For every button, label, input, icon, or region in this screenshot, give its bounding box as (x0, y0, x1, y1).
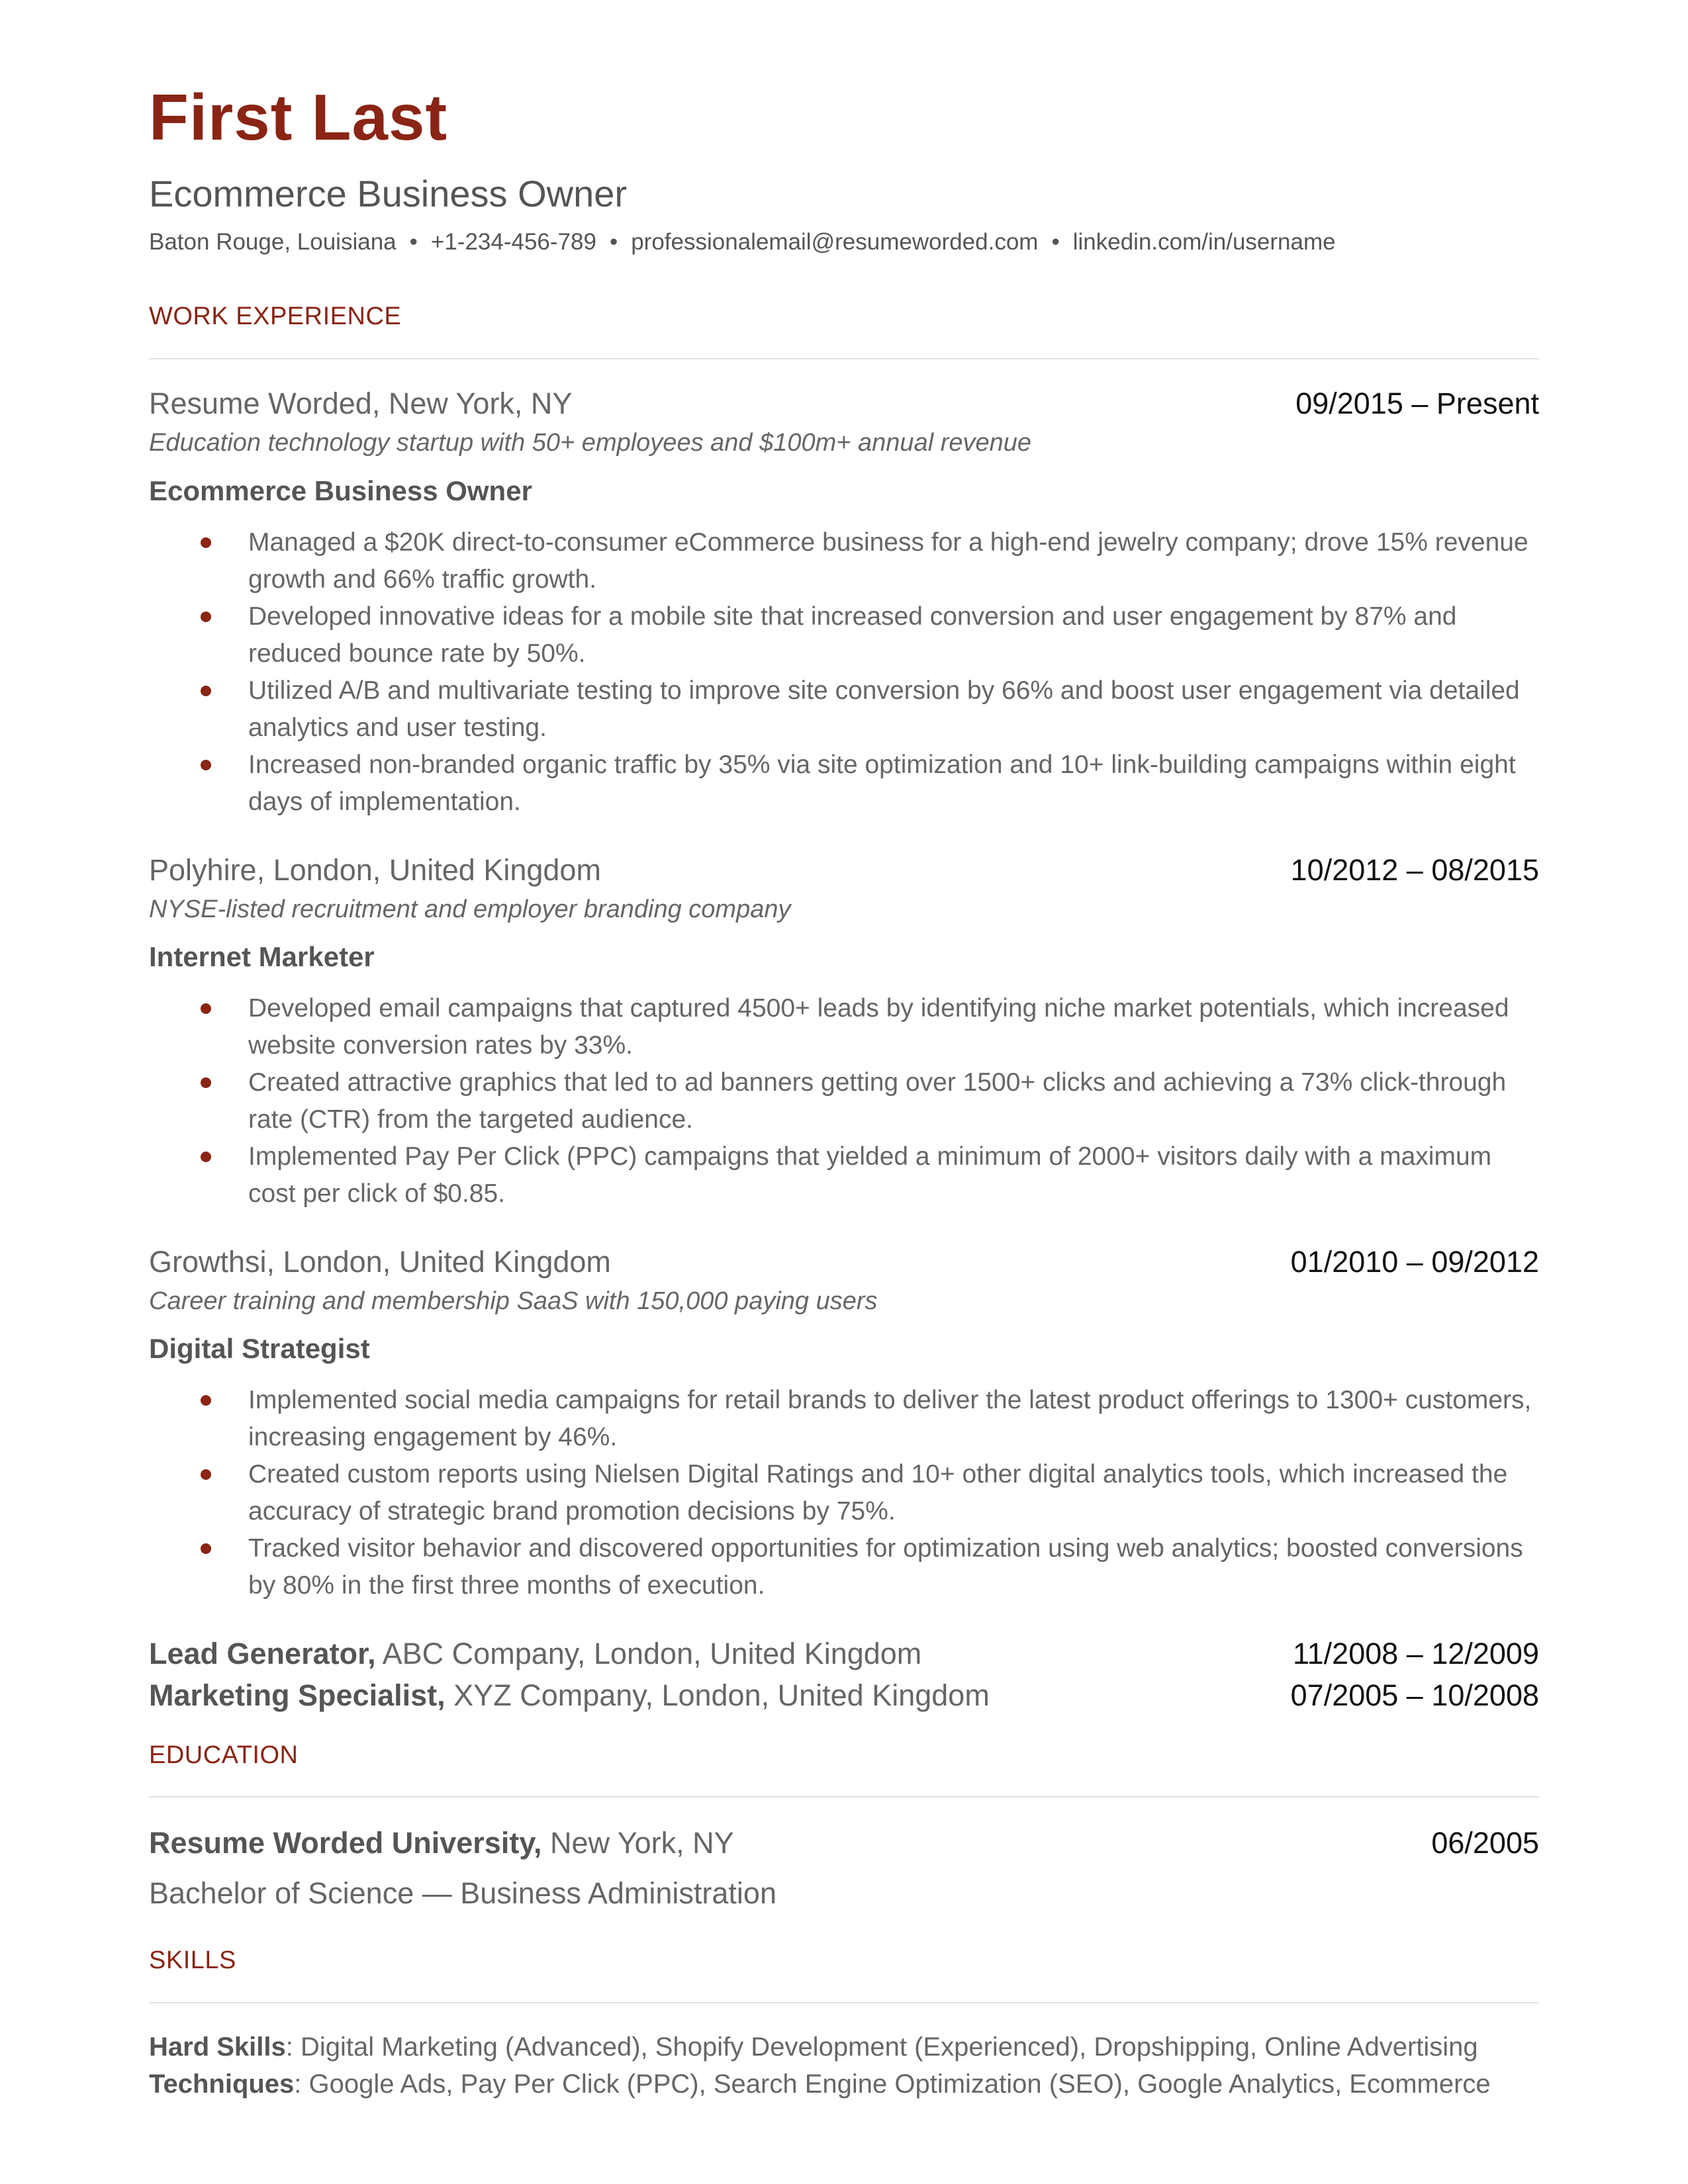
section-divider (149, 1796, 1539, 1797)
contact-email[interactable]: professionalemail@resumeworded.com (631, 229, 1039, 255)
list-item (149, 747, 1539, 821)
bullet-dot-icon (201, 1395, 211, 1406)
job-dates: 10/2012 – 08/2015 (1290, 853, 1539, 887)
bullet-dot-icon (201, 1152, 211, 1162)
bullet-text: Managed a $20K direct-to-consumer eCommerce business for a high-end jewelry company; drove 15% revenue growth and 66% traffic growth. (248, 528, 1528, 594)
contact-phone: +1-234-456-789 (430, 229, 596, 255)
short-job-title (149, 1636, 921, 1672)
education-date: 06/2005 (1431, 1826, 1539, 1860)
education-header (149, 1825, 1539, 1861)
bullet-dot-icon (201, 612, 211, 622)
bullet-dot-icon (201, 686, 211, 696)
contact-separator: • (609, 229, 618, 255)
bullet-dot-icon (201, 1543, 211, 1554)
skills-hard-values: : Digital Marketing (Advanced), Shopify Development (Experienced), Dropshipping, Online Advertising (285, 2032, 1478, 2062)
short-job-row (149, 1678, 1539, 1713)
job-bullets (149, 524, 1539, 821)
job-company: Growthsi, London, United Kingdom (149, 1245, 611, 1279)
bullet-text: Implemented Pay Per Click (PPC) campaigns that yielded a minimum of 2000+ visitors daily with a maximum cost per click of $0.85. (248, 1142, 1492, 1208)
bullet-dot-icon (201, 537, 211, 548)
candidate-title: Ecommerce Business Owner (149, 173, 628, 214)
contact-line (149, 230, 1336, 253)
section-divider (149, 2002, 1539, 2003)
bullet-text: Developed innovative ideas for a mobile site that increased conversion and user engagement by 87% and reduced bounce rate by 50%. (248, 602, 1457, 668)
company-description: Career training and membership SaaS with 150,000 paying users (149, 1287, 878, 1315)
short-job-dates: 11/2008 – 12/2009 (1292, 1637, 1539, 1670)
bullet-dot-icon (201, 760, 211, 770)
skills-hard (149, 2034, 1478, 2060)
education-school-line (149, 1825, 734, 1861)
job-bullets (149, 990, 1539, 1212)
job-company: Polyhire, London, United Kingdom (149, 853, 601, 887)
contact-separator: • (409, 229, 418, 255)
company-description: NYSE-listed recruitment and employer branding company (149, 895, 791, 923)
bullet-text: Created custom reports using Nielsen Digital Ratings and 10+ other digital analytics tools, which increased the accuracy of strategic brand promotion decisions by 75%. (248, 1460, 1508, 1525)
bullet-dot-icon (201, 1469, 211, 1480)
bullet-dot-icon (201, 1077, 211, 1088)
bullet-text: Utilized A/B and multivariate testing to improve site conversion by 66% and boost user engagement via detailed analytics and user testing. (248, 676, 1520, 742)
short-job-dates: 07/2005 – 10/2008 (1290, 1678, 1539, 1712)
list-item (149, 1530, 1539, 1604)
list-item (149, 672, 1539, 747)
section-heading-work: WORK EXPERIENCE (149, 302, 402, 330)
bullet-text: Developed email campaigns that captured 4500+ leads by identifying niche market potentials, which increased website conversion rates by 33%. (248, 994, 1509, 1060)
skills-tech-label: Techniques (149, 2070, 295, 2099)
bullet-text: Increased non-branded organic traffic by 35% via site optimization and 10+ link-building campaigns within eight days of implementation. (248, 751, 1516, 816)
list-item (149, 1456, 1539, 1530)
education-degree: Bachelor of Science — Business Administration (149, 1876, 776, 1910)
bullet-text: Tracked visitor behavior and discovered opportunities for optimization using web analytics; boosted conversions by 80% in the first three months of execution. (248, 1534, 1523, 1600)
skills-techniques (149, 2071, 1491, 2097)
job-company: Resume Worded, New York, NY (149, 387, 573, 420)
job-role: Internet Marketer (149, 941, 375, 972)
job-header (149, 852, 1539, 888)
list-item (149, 990, 1539, 1064)
list-item (149, 524, 1539, 598)
company-description: Education technology startup with 50+ employees and $100m+ annual revenue (149, 429, 1032, 457)
bullet-text: Created attractive graphics that led to ad banners getting over 1500+ clicks and achieving a 73% click-through rate (CTR) from the targeted audience. (248, 1068, 1507, 1134)
short-job-company: ABC Company, London, United Kingdom (382, 1637, 922, 1670)
job-bullets (149, 1382, 1539, 1604)
section-divider (149, 358, 1539, 359)
short-job-title (149, 1678, 990, 1713)
list-item (149, 1138, 1539, 1212)
list-item (149, 1064, 1539, 1138)
contact-location: Baton Rouge, Louisiana (149, 229, 397, 255)
skills-tech-values: : Google Ads, Pay Per Click (PPC), Search Engine Optimization (SEO), Google Analytics, Ecommerce (294, 2070, 1491, 2099)
candidate-name: First Last (149, 81, 448, 154)
education-location: New York, NY (550, 1826, 734, 1860)
short-job-role: Marketing Specialist, (149, 1678, 445, 1712)
job-header (149, 1244, 1539, 1280)
short-job-company: XYZ Company, London, United Kingdom (453, 1678, 990, 1712)
education-school: Resume Worded University, (149, 1826, 542, 1860)
job-dates: 09/2015 – Present (1295, 387, 1539, 420)
list-item (149, 598, 1539, 672)
job-header (149, 386, 1539, 422)
short-job-role: Lead Generator, (149, 1637, 376, 1670)
section-heading-education: EDUCATION (149, 1741, 299, 1769)
job-role: Digital Strategist (149, 1333, 370, 1364)
list-item (149, 1382, 1539, 1456)
skills-hard-label: Hard Skills (149, 2032, 286, 2062)
bullet-dot-icon (201, 1003, 211, 1014)
section-heading-skills: SKILLS (149, 1946, 236, 1974)
contact-separator: • (1051, 229, 1060, 255)
bullet-text: Implemented social media campaigns for retail brands to deliver the latest product offerings to 1300+ customers, increasing engagement by 46%. (248, 1386, 1532, 1451)
job-dates: 01/2010 – 09/2012 (1290, 1245, 1539, 1279)
short-job-row (149, 1636, 1539, 1672)
job-role: Ecommerce Business Owner (149, 475, 532, 506)
contact-linkedin[interactable]: linkedin.com/in/username (1072, 229, 1336, 255)
